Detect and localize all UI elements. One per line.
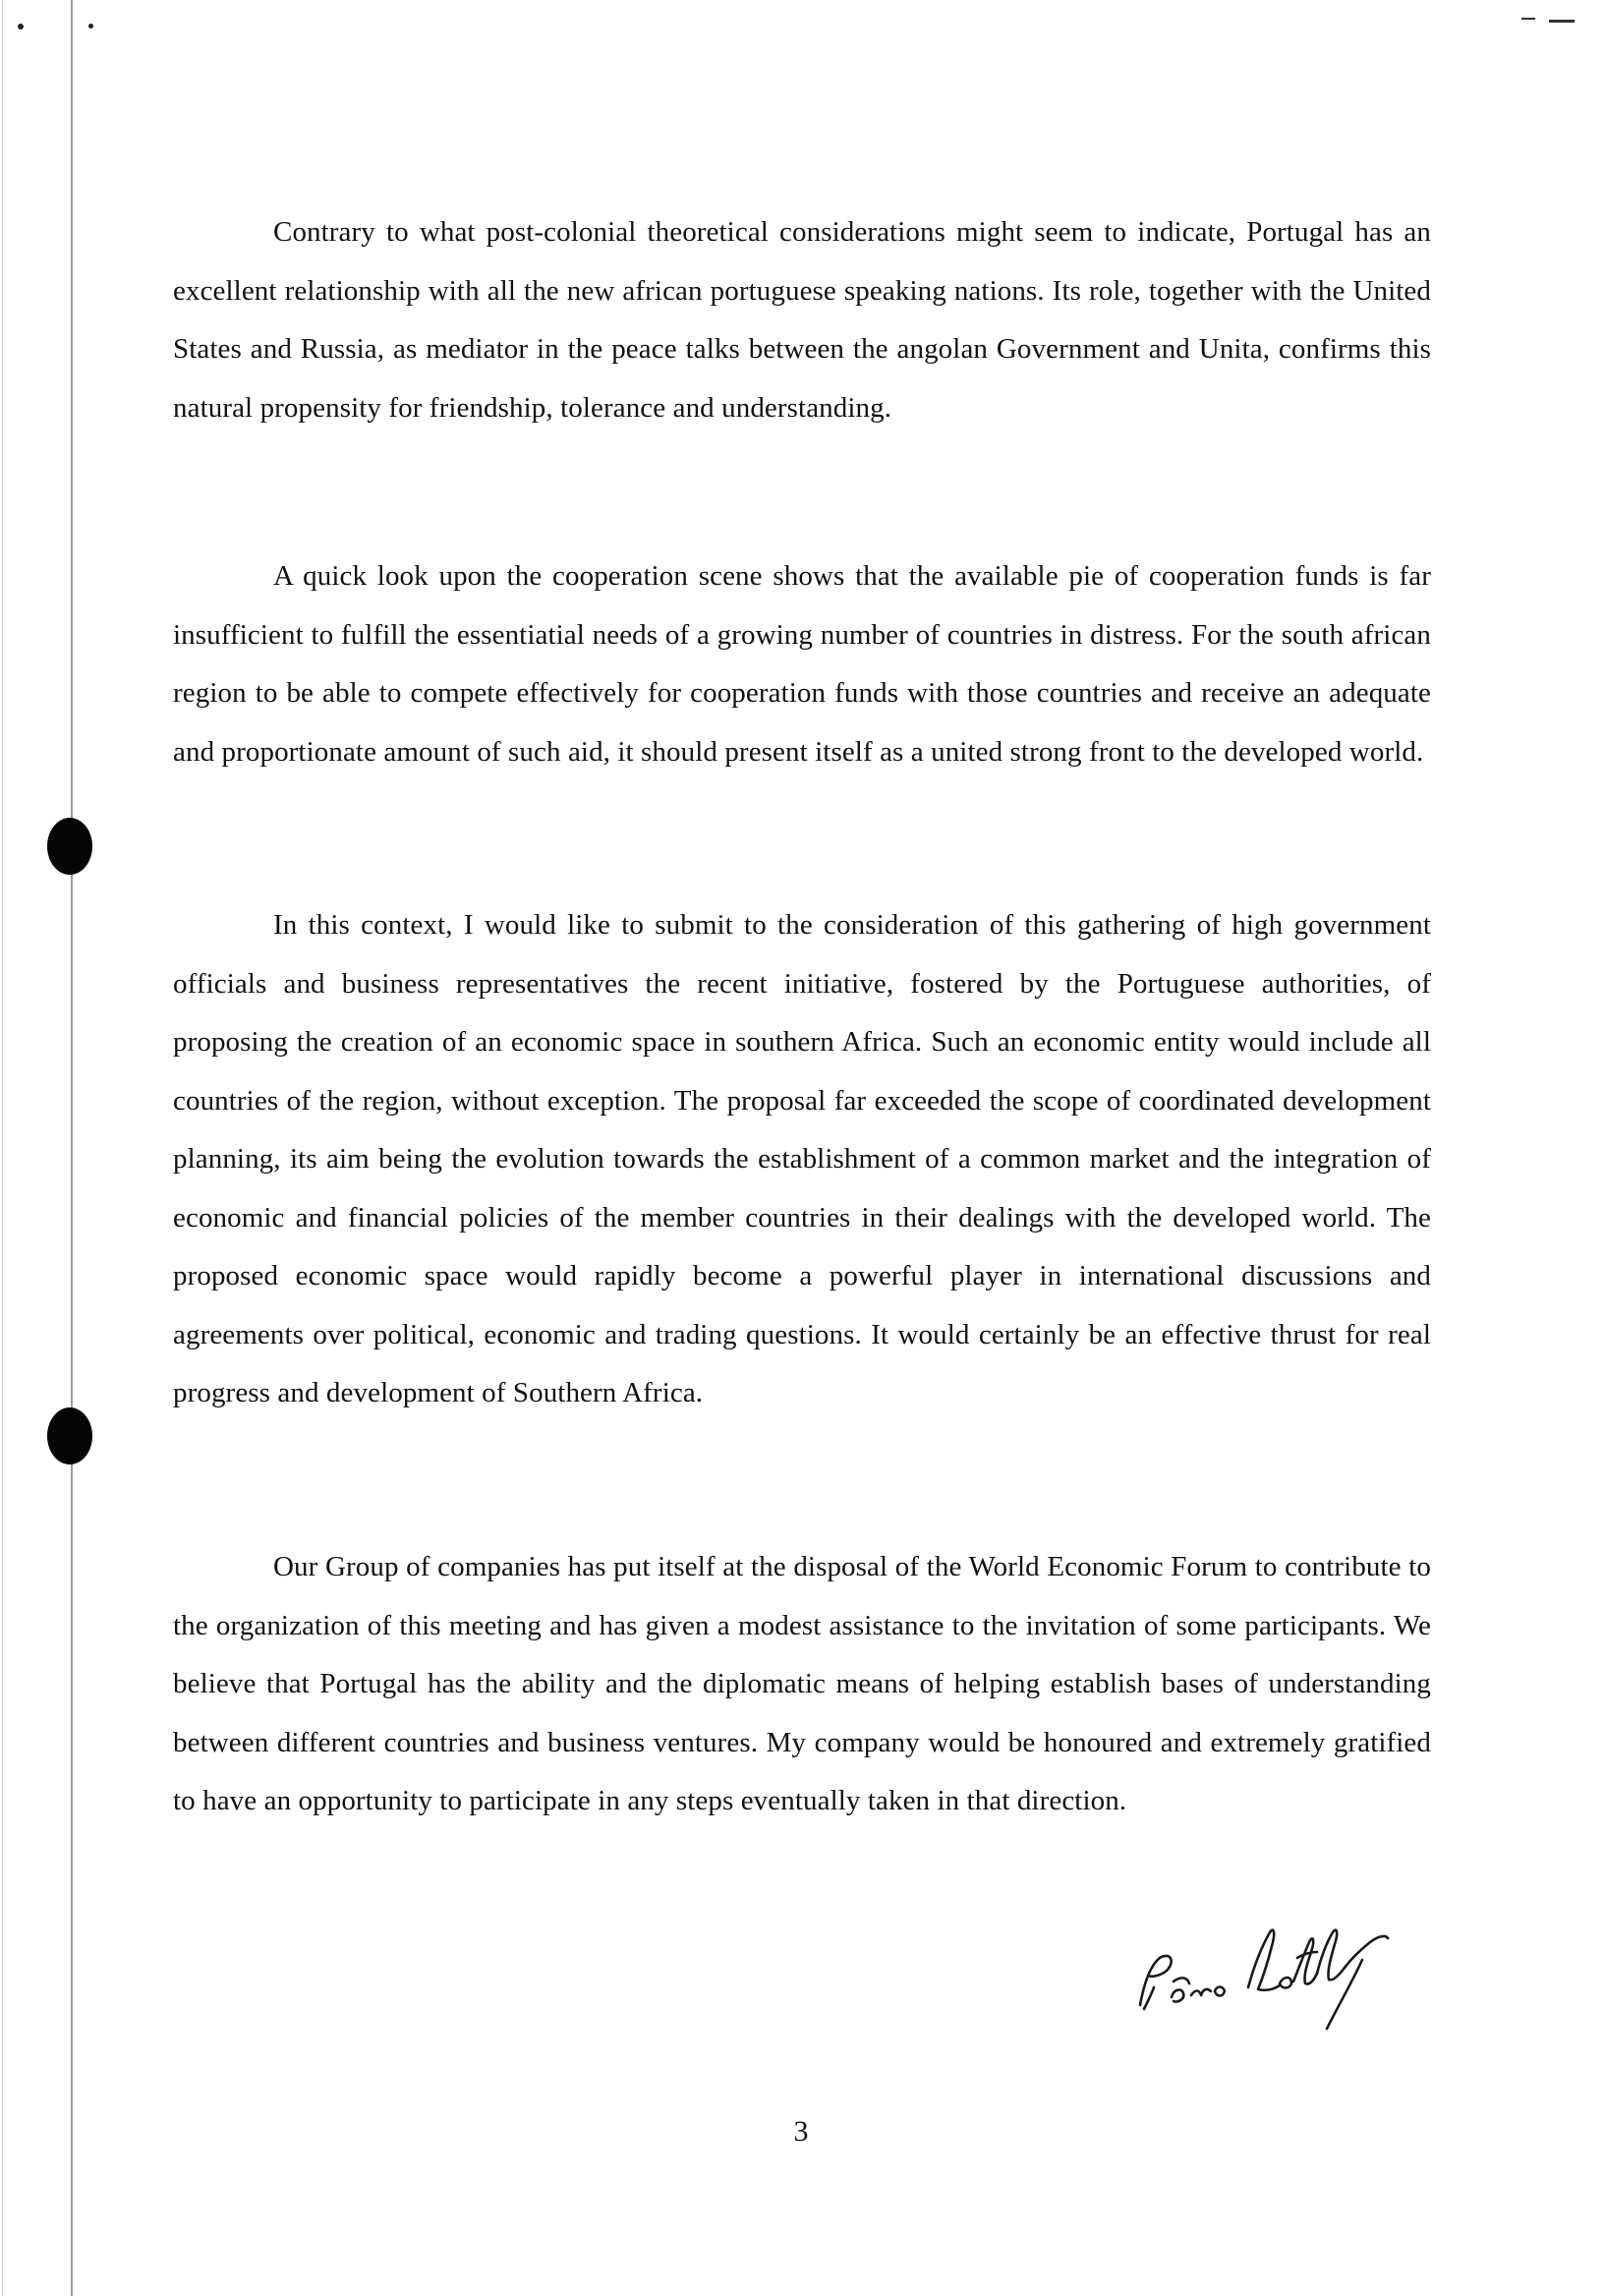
body-paragraph: A quick look upon the cooperation scene shows that the available pie of cooperation funds is far insufficient to fulfill the essentiatial needs of a growing number of countries in distress. For the south african region to be able to compete effectively for cooperation funds with those countries and receive an adequate and proportionate amount of such aid, it should present itself as a united strong front to the developed world. bbox=[173, 560, 1431, 768]
scan-mark bbox=[1549, 20, 1575, 23]
binding-margin-line bbox=[71, 0, 73, 2296]
handwritten-signature bbox=[1130, 1907, 1396, 2044]
scan-speck bbox=[88, 24, 93, 29]
page-edge-line bbox=[2, 0, 3, 2296]
punch-hole-lower bbox=[47, 1407, 92, 1464]
page-number: 3 bbox=[793, 2115, 809, 2148]
punch-hole-upper bbox=[47, 818, 92, 875]
body-paragraph: Our Group of companies has put itself at the disposal of the World Economic Forum to contribute to the organization of this meeting and has given a modest assistance to the invitation of some participants. We believe that Portugal has the ability and the diplomatic means of helping establish bases of understanding between different countries and business ventures. My company would be honoured and extremely gratified to have an opportunity to participate in any steps eventually taken in that direction. bbox=[173, 1551, 1431, 1816]
body-paragraph: Contrary to what post-colonial theoretical considerations might seem to indicate, Portugal has an excellent relationship with all the new african portuguese speaking nations. Its role, together with the United States and Russia, as mediator in the peace talks between the angolan Government and Unita, confirms this natural propensity for friendship, tolerance and understanding. bbox=[173, 216, 1431, 424]
scan-speck bbox=[18, 24, 24, 29]
body-paragraph: In this context, I would like to submit to the consideration of this gathering of high government officials and business representatives the recent initiative, fostered by the Portuguese authorities, of proposing the creation of an economic space in southern Africa. Such an economic entity would include all countries of the region, without exception. The proposal far exceeded the scope of coordinated development planning, its aim being the evolution towards the establishment of a common market and the integration of economic and financial policies of the member countries in their dealings with the developed world. The proposed economic space would rapidly become a powerful player in international discussions and agreements over political, economic and trading questions. It would certainly be an effective thrust for real progress and development of Southern Africa. bbox=[173, 909, 1431, 1408]
scan-mark bbox=[1521, 18, 1535, 20]
